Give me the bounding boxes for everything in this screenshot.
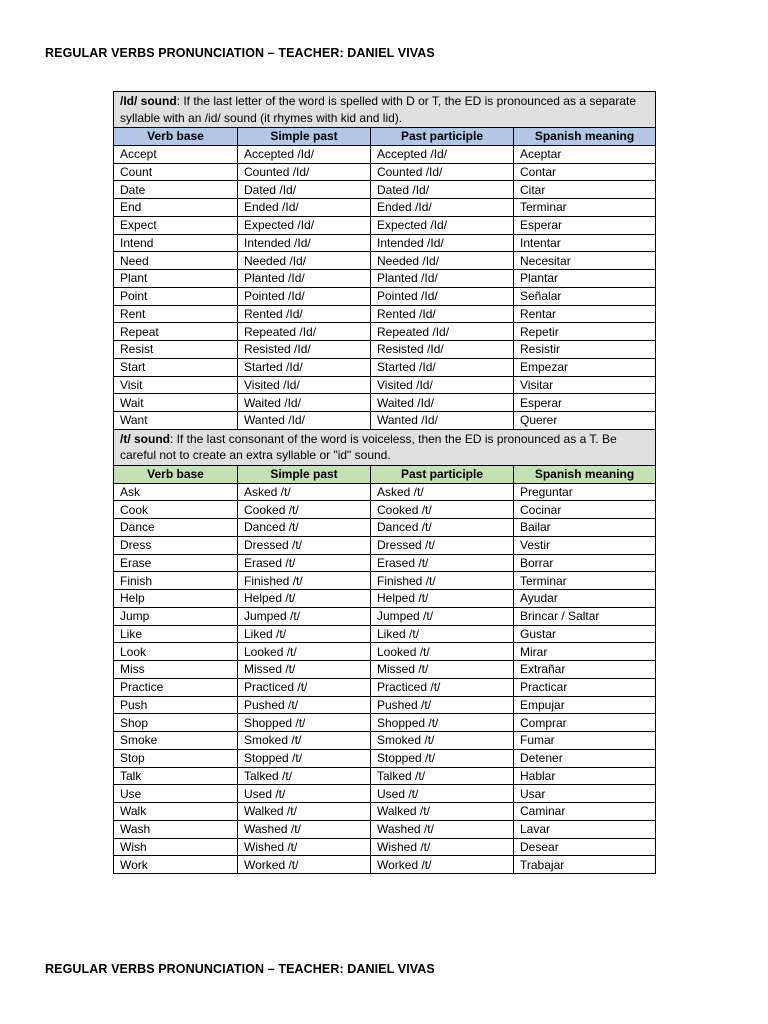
table-cell: Shopped /t/	[238, 714, 371, 732]
table-cell: Jump	[114, 607, 238, 625]
table-cell: Resisted /Id/	[238, 341, 371, 359]
table-cell: Erase	[114, 554, 238, 572]
table-cell: Wanted /Id/	[238, 412, 371, 430]
table-cell: Visited /Id/	[371, 376, 514, 394]
table-cell: Cooked /t/	[371, 501, 514, 519]
table-cell: Expected /Id/	[371, 216, 514, 234]
table-cell: Walk	[114, 803, 238, 821]
table-cell: Want	[114, 412, 238, 430]
table-cell: Dressed /t/	[371, 536, 514, 554]
table-cell: Rented /Id/	[238, 305, 371, 323]
table-row	[114, 767, 656, 785]
table-cell: Stopped /t/	[371, 749, 514, 767]
table-cell: Used /t/	[238, 785, 371, 803]
table-cell: Plantar	[514, 270, 656, 288]
column-header: Spanish meaning	[514, 128, 656, 146]
table-cell: Push	[114, 696, 238, 714]
table-row	[114, 358, 656, 376]
table-cell: Missed /t/	[371, 661, 514, 679]
table-cell: Shop	[114, 714, 238, 732]
table-cell: Preguntar	[514, 483, 656, 501]
table-cell: Ended /Id/	[238, 199, 371, 217]
table-row	[114, 483, 656, 501]
table-cell: Helped /t/	[371, 590, 514, 608]
table-cell: Practiced /t/	[371, 678, 514, 696]
table-row	[114, 625, 656, 643]
table-row	[114, 145, 656, 163]
table-cell: Rent	[114, 305, 238, 323]
table-cell: Intended /Id/	[238, 234, 371, 252]
table-row	[114, 856, 656, 874]
table-row	[114, 216, 656, 234]
table-row	[114, 838, 656, 856]
table-row	[114, 554, 656, 572]
table-row	[114, 341, 656, 359]
table-cell: Stop	[114, 749, 238, 767]
section-description-row	[114, 429, 656, 465]
table-cell: Accept	[114, 145, 238, 163]
table-cell: Finished /t/	[371, 572, 514, 590]
table-cell: Smoked /t/	[238, 732, 371, 750]
table-cell: Danced /t/	[238, 519, 371, 537]
table-cell: Repeated /Id/	[238, 323, 371, 341]
table-cell: Resist	[114, 341, 238, 359]
table-row	[114, 590, 656, 608]
table-cell: Needed /Id/	[371, 252, 514, 270]
table-row	[114, 803, 656, 821]
table-cell: Trabajar	[514, 856, 656, 874]
table-cell: Counted /Id/	[371, 163, 514, 181]
page-header: REGULAR VERBS PRONUNCIATION – TEACHER: DANIEL VIVAS	[45, 46, 435, 60]
table-cell: Extrañar	[514, 661, 656, 679]
table-cell: Walked /t/	[371, 803, 514, 821]
table-row	[114, 696, 656, 714]
table-row	[114, 607, 656, 625]
table-cell: Resistir	[514, 341, 656, 359]
table-cell: Caminar	[514, 803, 656, 821]
table-cell: Wished /t/	[238, 838, 371, 856]
table-cell: Washed /t/	[371, 820, 514, 838]
table-row	[114, 572, 656, 590]
table-cell: Dated /Id/	[238, 181, 371, 199]
table-cell: Gustar	[514, 625, 656, 643]
table-row	[114, 732, 656, 750]
table-row	[114, 661, 656, 679]
table-cell: Dress	[114, 536, 238, 554]
table-cell: Worked /t/	[371, 856, 514, 874]
table-cell: Plant	[114, 270, 238, 288]
table-row	[114, 234, 656, 252]
table-row	[114, 394, 656, 412]
table-cell: Expected /Id/	[238, 216, 371, 234]
table-cell: Pushed /t/	[371, 696, 514, 714]
column-header-row	[114, 465, 656, 483]
table-cell: Repetir	[514, 323, 656, 341]
table-row	[114, 785, 656, 803]
table-cell: Talked /t/	[238, 767, 371, 785]
sound-label: /Id/ sound	[120, 94, 177, 108]
table-cell: Washed /t/	[238, 820, 371, 838]
table-cell: Counted /Id/	[238, 163, 371, 181]
table-cell: Fumar	[514, 732, 656, 750]
table-row	[114, 643, 656, 661]
table-cell: Intended /Id/	[371, 234, 514, 252]
table-cell: Talk	[114, 767, 238, 785]
table-cell: Asked /t/	[371, 483, 514, 501]
table-cell: Finish	[114, 572, 238, 590]
table-cell: Help	[114, 590, 238, 608]
table-cell: Empujar	[514, 696, 656, 714]
table-cell: Wished /t/	[371, 838, 514, 856]
table-cell: Finished /t/	[238, 572, 371, 590]
table-cell: Wash	[114, 820, 238, 838]
table-cell: Hablar	[514, 767, 656, 785]
table-cell: Detener	[514, 749, 656, 767]
verbs-table-body	[114, 92, 656, 874]
table-cell: Accepted /Id/	[238, 145, 371, 163]
table-cell: Erased /t/	[238, 554, 371, 572]
table-cell: Date	[114, 181, 238, 199]
table-cell: Borrar	[514, 554, 656, 572]
table-cell: Wait	[114, 394, 238, 412]
table-cell: Repeated /Id/	[371, 323, 514, 341]
table-cell: Pushed /t/	[238, 696, 371, 714]
table-cell: Started /Id/	[238, 358, 371, 376]
table-cell: Intend	[114, 234, 238, 252]
description-text: : If the last consonant of the word is voiceless, then the ED is pronounced as a T. Be careful not to create an extra syllable or "id" sound.	[120, 431, 617, 463]
table-cell: Señalar	[514, 287, 656, 305]
table-row	[114, 163, 656, 181]
table-row	[114, 519, 656, 537]
table-cell: Cocinar	[514, 501, 656, 519]
column-header: Simple past	[238, 128, 371, 146]
table-cell: Point	[114, 287, 238, 305]
table-cell: Talked /t/	[371, 767, 514, 785]
table-cell: Start	[114, 358, 238, 376]
table-cell: Expect	[114, 216, 238, 234]
table-cell: End	[114, 199, 238, 217]
table-cell: Use	[114, 785, 238, 803]
table-cell: Repeat	[114, 323, 238, 341]
table-cell: Work	[114, 856, 238, 874]
table-cell: Walked /t/	[238, 803, 371, 821]
column-header: Past participle	[371, 128, 514, 146]
table-row	[114, 199, 656, 217]
table-cell: Ayudar	[514, 590, 656, 608]
table-cell: Jumped /t/	[238, 607, 371, 625]
table-row	[114, 287, 656, 305]
sound-label: /t/ sound	[120, 431, 170, 446]
table-row	[114, 376, 656, 394]
table-cell: Desear	[514, 838, 656, 856]
section-description-row	[114, 92, 656, 128]
table-cell: Asked /t/	[238, 483, 371, 501]
table-row	[114, 501, 656, 519]
table-cell: Brincar / Saltar	[514, 607, 656, 625]
table-cell: Smoke	[114, 732, 238, 750]
table-cell: Cooked /t/	[238, 501, 371, 519]
table-cell: Practice	[114, 678, 238, 696]
table-cell: Dated /Id/	[371, 181, 514, 199]
table-cell: Waited /Id/	[238, 394, 371, 412]
table-cell: Planted /Id/	[238, 270, 371, 288]
column-header: Past participle	[371, 465, 514, 483]
table-cell: Erased /t/	[371, 554, 514, 572]
table-cell: Pointed /Id/	[238, 287, 371, 305]
table-cell: Rented /Id/	[371, 305, 514, 323]
table-cell: Needed /Id/	[238, 252, 371, 270]
table-cell: Ended /Id/	[371, 199, 514, 217]
table-cell: Necesitar	[514, 252, 656, 270]
table-cell: Used /t/	[371, 785, 514, 803]
column-header: Spanish meaning	[514, 465, 656, 483]
table-cell: Need	[114, 252, 238, 270]
table-cell: Visitar	[514, 376, 656, 394]
table-cell: Jumped /t/	[371, 607, 514, 625]
table-cell: Lavar	[514, 820, 656, 838]
table-cell: Cook	[114, 501, 238, 519]
table-cell: Resisted /Id/	[371, 341, 514, 359]
table-cell: Shopped /t/	[371, 714, 514, 732]
table-cell: Ask	[114, 483, 238, 501]
table-cell: Planted /Id/	[371, 270, 514, 288]
section-description	[114, 92, 656, 128]
table-row	[114, 749, 656, 767]
table-cell: Count	[114, 163, 238, 181]
table-cell: Dance	[114, 519, 238, 537]
table-cell: Querer	[514, 412, 656, 430]
column-header: Verb base	[114, 128, 238, 146]
table-cell: Visit	[114, 376, 238, 394]
table-cell: Practiced /t/	[238, 678, 371, 696]
table-cell: Esperar	[514, 394, 656, 412]
table-cell: Citar	[514, 181, 656, 199]
table-cell: Stopped /t/	[238, 749, 371, 767]
table-cell: Comprar	[514, 714, 656, 732]
verbs-table	[113, 91, 656, 874]
table-cell: Smoked /t/	[371, 732, 514, 750]
table-cell: Accepted /Id/	[371, 145, 514, 163]
table-cell: Started /Id/	[371, 358, 514, 376]
column-header: Simple past	[238, 465, 371, 483]
table-cell: Practicar	[514, 678, 656, 696]
table-cell: Dressed /t/	[238, 536, 371, 554]
table-cell: Looked /t/	[238, 643, 371, 661]
table-row	[114, 323, 656, 341]
table-cell: Rentar	[514, 305, 656, 323]
table-cell: Terminar	[514, 572, 656, 590]
table-cell: Waited /Id/	[371, 394, 514, 412]
table-row	[114, 270, 656, 288]
table-cell: Liked /t/	[238, 625, 371, 643]
table-row	[114, 181, 656, 199]
page-footer: REGULAR VERBS PRONUNCIATION – TEACHER: DANIEL VIVAS	[45, 962, 435, 976]
table-cell: Like	[114, 625, 238, 643]
column-header: Verb base	[114, 465, 238, 483]
table-cell: Danced /t/	[371, 519, 514, 537]
table-row	[114, 305, 656, 323]
table-cell: Intentar	[514, 234, 656, 252]
table-cell: Terminar	[514, 199, 656, 217]
column-header-row	[114, 128, 656, 146]
table-cell: Missed /t/	[238, 661, 371, 679]
table-row	[114, 536, 656, 554]
table-cell: Vestir	[514, 536, 656, 554]
table-cell: Mirar	[514, 643, 656, 661]
table-cell: Visited /Id/	[238, 376, 371, 394]
table-row	[114, 714, 656, 732]
table-cell: Contar	[514, 163, 656, 181]
table-cell: Wish	[114, 838, 238, 856]
table-cell: Wanted /Id/	[371, 412, 514, 430]
table-cell: Look	[114, 643, 238, 661]
table-cell: Esperar	[514, 216, 656, 234]
table-row	[114, 820, 656, 838]
description-text: : If the last letter of the word is spelled with D or T, the ED is pronounced as a separate syllable with an /id/ sound (it rhymes with kid and lid).	[120, 94, 637, 125]
table-cell: Helped /t/	[238, 590, 371, 608]
table-cell: Bailar	[514, 519, 656, 537]
table-cell: Worked /t/	[238, 856, 371, 874]
table-row	[114, 678, 656, 696]
table-cell: Empezar	[514, 358, 656, 376]
table-cell: Usar	[514, 785, 656, 803]
table-cell: Liked /t/	[371, 625, 514, 643]
table-row	[114, 252, 656, 270]
table-cell: Miss	[114, 661, 238, 679]
table-cell: Looked /t/	[371, 643, 514, 661]
section-description	[114, 429, 656, 465]
table-cell: Aceptar	[514, 145, 656, 163]
table-row	[114, 412, 656, 430]
table-cell: Pointed /Id/	[371, 287, 514, 305]
